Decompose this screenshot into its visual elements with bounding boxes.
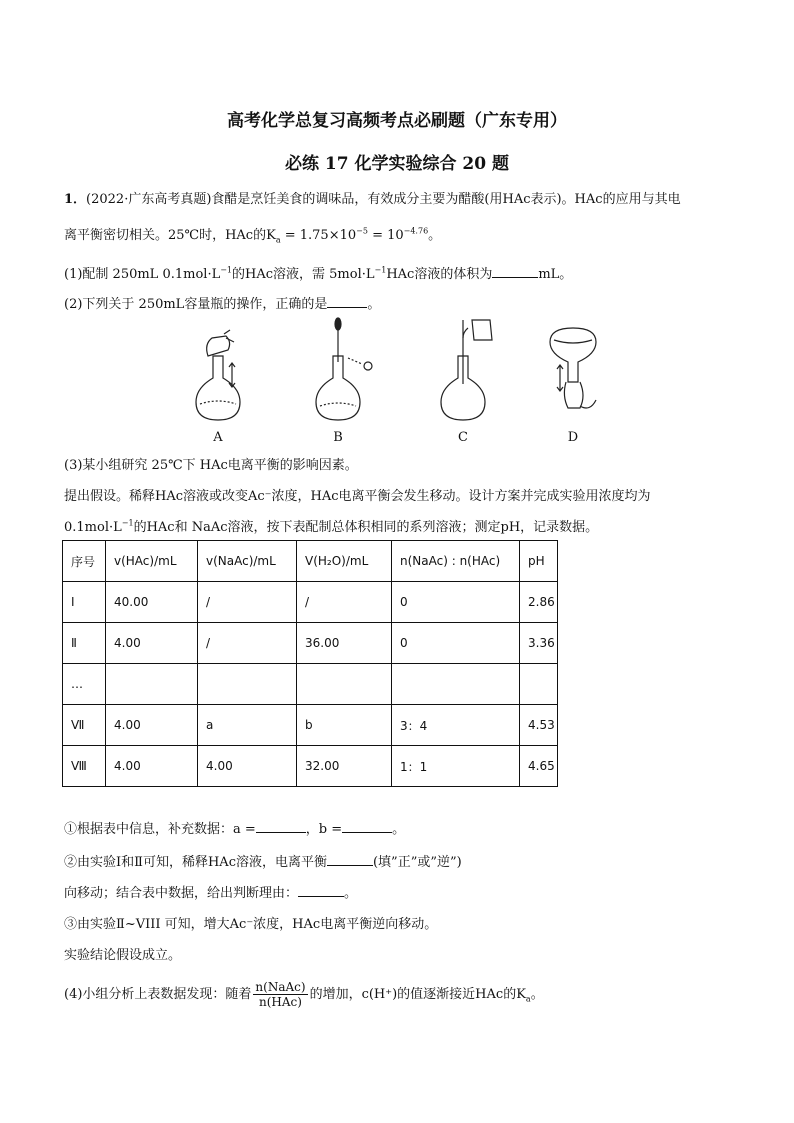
p1-text-b: 的HAc溶液，需 5mol·L (232, 267, 375, 282)
part-4 (64, 980, 544, 1009)
p1-text-c: HAc溶液的体积为 (386, 267, 493, 282)
table-row (63, 664, 558, 705)
p4-text-b: 的增加，c(H⁺)的值逐渐接近HAc的K (309, 987, 526, 1002)
s2-line2-text-b: 。 (344, 886, 358, 901)
p1-sup-2: −1 (374, 265, 387, 275)
p2-text-b: 。 (367, 297, 381, 312)
cell: b (297, 705, 392, 746)
question-intro-line-1 (64, 188, 681, 207)
flask-c-illustration (441, 320, 492, 420)
header-ratio: n(NaAc) : n(HAc) (392, 541, 520, 582)
answer-blank-reason[interactable] (298, 884, 344, 897)
subquestion-3: ③由实验Ⅱ~VIII 可知，增大Ac⁻浓度，HAc电离平衡逆向移动。 (64, 917, 438, 932)
cell: 4.00 (106, 746, 198, 787)
s1-text-b: ，b = (305, 822, 343, 837)
flask-operations-figure (178, 316, 618, 448)
cell: / (198, 623, 297, 664)
intro-text-2c: = 10 (367, 228, 404, 243)
s1-text-c: 。 (392, 822, 406, 837)
experiment-data-table (62, 540, 558, 787)
cell: 40.00 (106, 582, 198, 623)
answer-blank-volume[interactable] (492, 265, 538, 278)
cell: Ⅶ (63, 705, 106, 746)
part-3-concentration (64, 516, 598, 535)
fraction-denominator: n(HAc) (259, 995, 302, 1009)
conc-text-a: 0.1mol·L (64, 520, 122, 535)
cell: 0 (392, 623, 520, 664)
figure-label-d: D (567, 430, 579, 445)
cell: 32.00 (297, 746, 392, 787)
question-intro-line-2 (64, 224, 441, 245)
cell: 4.00 (106, 623, 198, 664)
p4-ka-subscript: a (525, 994, 531, 1004)
cell: 4.65 (520, 746, 558, 787)
subquestion-2-line-2 (64, 882, 357, 901)
answer-blank-direction[interactable] (327, 853, 373, 866)
table-row (63, 705, 558, 746)
answer-blank-b[interactable] (342, 820, 392, 833)
header-v-water: V(H₂O)/mL (297, 541, 392, 582)
cell: a (198, 705, 297, 746)
conc-sup: −1 (121, 518, 134, 528)
intro-text-2d: 。 (428, 228, 442, 243)
subquestion-1 (64, 818, 405, 837)
flask-operations-drawing (178, 316, 618, 428)
cell (392, 664, 520, 705)
p4-text-c: 。 (530, 987, 544, 1002)
flask-a-illustration (196, 330, 240, 420)
cell: … (63, 664, 106, 705)
cell: Ⅱ (63, 623, 106, 664)
table-row (63, 582, 558, 623)
intro-text-2b: = 1.75×10 (280, 228, 357, 243)
question-number: 1． (64, 192, 87, 207)
subquestion-2 (64, 851, 462, 870)
p1-text-d: mL。 (538, 267, 573, 282)
part-3-hypothesis: 提出假设。稀释HAc溶液或改变Ac⁻浓度，HAc电离平衡会发生移动。设计方案并完成实验用浓度均为 (64, 489, 651, 504)
answer-blank-operation[interactable] (327, 295, 367, 308)
table-row (63, 746, 558, 787)
cell (297, 664, 392, 705)
experiment-conclusion: 实验结论假设成立。 (64, 948, 182, 963)
figure-label-c: C (458, 430, 468, 445)
table-row (63, 623, 558, 664)
flask-b-illustration (316, 318, 372, 420)
p1-sup-1: −1 (220, 265, 233, 275)
s2-text-a: ②由实验Ⅰ和Ⅱ可知，稀释HAc溶液，电离平衡 (64, 855, 327, 870)
cell: 4.53 (520, 705, 558, 746)
fraction-numerator: n(NaAc) (255, 980, 306, 994)
cell: 1：1 (392, 746, 520, 787)
p4-text-a: (4)小组分析上表数据发现：随着 (64, 987, 252, 1002)
s2-line2-text-a: 向移动；结合表中数据，给出判断理由： (64, 886, 299, 901)
page-subtitle: 必练 17 化学实验综合 20 题 (285, 154, 509, 174)
part-3: (3)某小组研究 25℃下 HAc电离平衡的影响因素。 (64, 458, 358, 473)
cell (198, 664, 297, 705)
cell: 3.36 (520, 623, 558, 664)
header-v-naac: v(NaAc)/mL (198, 541, 297, 582)
header-index: 序号 (63, 541, 106, 582)
cell: Ⅷ (63, 746, 106, 787)
exp-2: −4.76 (403, 226, 429, 236)
ratio-fraction (253, 980, 307, 1009)
s2-text-b: (填”正”或”逆”) (372, 855, 462, 870)
cell: 2.86 (520, 582, 558, 623)
flask-d-illustration (550, 328, 596, 408)
ka-subscript: a (275, 235, 281, 245)
part-1 (64, 263, 572, 282)
conc-text-b: 的HAc和 NaAc溶液，按下表配制总体积相同的系列溶液；测定pH，记录数据。 (133, 520, 599, 535)
cell: 36.00 (297, 623, 392, 664)
cell: 4.00 (106, 705, 198, 746)
table-header-row (63, 541, 558, 582)
cell: / (297, 582, 392, 623)
header-v-hac: v(HAc)/mL (106, 541, 198, 582)
part-2 (64, 293, 380, 312)
p1-text-a: (1)配制 250mL 0.1mol·L (64, 267, 221, 282)
intro-text-2a: 离平衡密切相关。25℃时，HAc的K (64, 228, 276, 243)
cell: / (198, 582, 297, 623)
answer-blank-a[interactable] (256, 820, 306, 833)
cell: 3：4 (392, 705, 520, 746)
cell: Ⅰ (63, 582, 106, 623)
cell: 0 (392, 582, 520, 623)
figure-label-b: B (333, 430, 343, 445)
cell: 4.00 (198, 746, 297, 787)
s1-text-a: ①根据表中信息，补充数据：a = (64, 822, 256, 837)
intro-text-1: (2022·广东高考真题)食醋是烹饪美食的调味品，有效成分主要为醋酸(用HAc表示)。HAc的应用与其电 (86, 192, 681, 207)
exp-1: −5 (356, 226, 368, 236)
cell (520, 664, 558, 705)
cell (106, 664, 198, 705)
header-ph: pH (520, 541, 558, 582)
p2-text-a: (2)下列关于 250mL容量瓶的操作，正确的是 (64, 297, 328, 312)
page-title: 高考化学总复习高频考点必刷题（广东专用） (227, 111, 567, 131)
figure-label-a: A (213, 430, 223, 445)
